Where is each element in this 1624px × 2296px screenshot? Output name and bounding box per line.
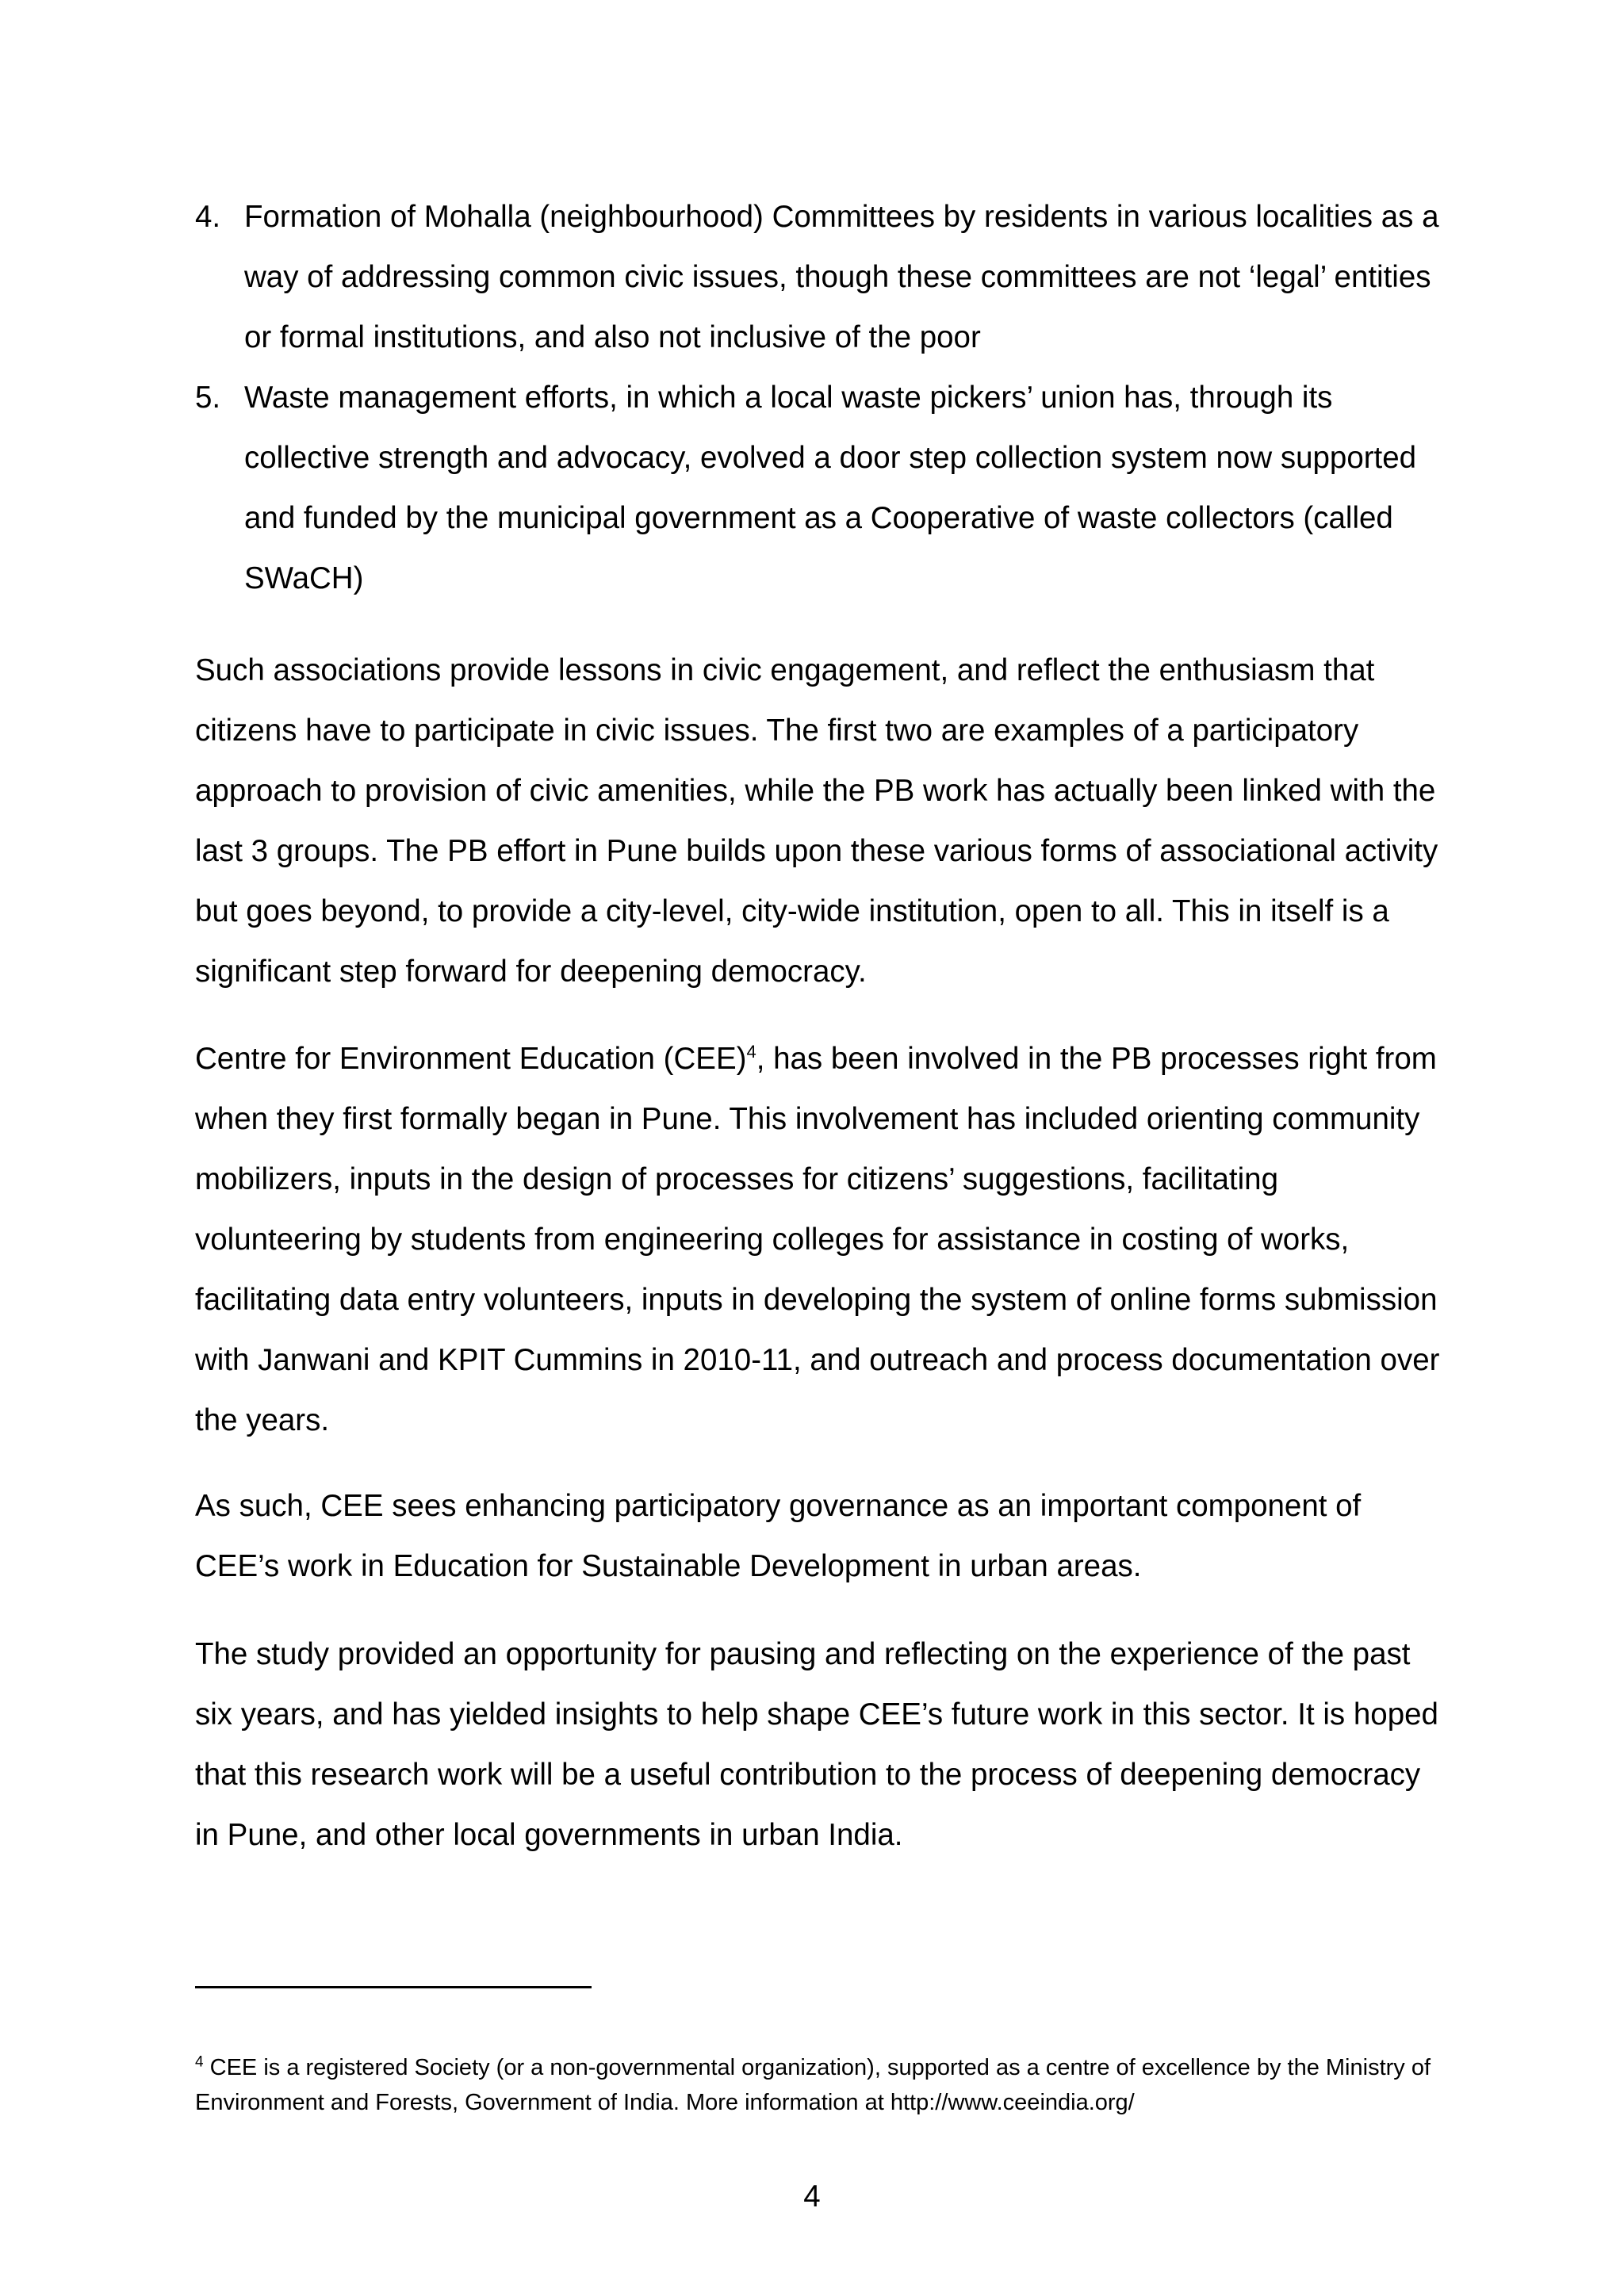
list-item-text: Formation of Mohalla (neighbourhood) Committees by residents in various localities as a way of addressing common civic issues, though these committees are not ‘legal’ entities or formal institutions, and also not inclusive of the poor	[244, 200, 1439, 354]
paragraph-as-such: As such, CEE sees enhancing participatory governance as an important component of CEE’s work in Education for Sustainable Development in urban areas.	[195, 1489, 1362, 1583]
paragraph-study: The study provided an opportunity for pausing and reflecting on the experience of the past six years, and has yielded insights to help shape CEE’s future work in this sector. It is hoped that this research work will be a useful contribution to the process of deepening democracy in Pune, and other local governments in urban India.	[195, 1637, 1438, 1852]
paragraph-cee-involvement	[195, 1029, 1440, 1451]
paragraph-associations: Such associations provide lessons in civic engagement, and reflect the enthusiasm that citizens have to participate in civic issues. The first two are examples of a participatory approach to provision of civic amenities, while the PB work has actually been linked with the last 3 groups. The PB effort in Pune builds upon these various forms of associational activity but goes beyond, to provide a city-level, city-wide institution, open to all. This in itself is a significant step forward for deepening democracy.	[195, 653, 1438, 989]
page-number: 4	[803, 2179, 821, 2214]
cee-intro-text: Centre for Environment Education (CEE)	[195, 1042, 747, 1076]
list-item	[195, 187, 1440, 368]
footnote-marker: 4	[195, 2053, 204, 2071]
footnote	[195, 2050, 1440, 2120]
list-item	[195, 368, 1440, 609]
footnote-reference[interactable]: 4	[746, 1042, 756, 1062]
numbered-list	[195, 187, 1440, 609]
list-item-number: 4.	[195, 200, 221, 234]
list-item-number: 5.	[195, 381, 221, 415]
list-item-text: Waste management efforts, in which a local waste pickers’ union has, through its collective strength and advocacy, evolved a door step collection system now supported and funded by the municipal government as a Cooperative of waste collectors (called SWaCH)	[244, 381, 1417, 595]
cee-involvement-text: , has been involved in the PB processes right from when they first formally began in Pune. This involvement has included orienting community mobilizers, inputs in the design of processes for citizens’ suggestions, facilitating volunteering by students from engineering colleges for assistance in costing of works, facilitating data entry volunteers, inputs in developing the system of online forms submission with Janwani and KPIT Cummins in 2010-11, and outreach and process documentation over the years.	[195, 1042, 1440, 1437]
footnote-text: CEE is a registered Society (or a non-governmental organization), supported as a centre of excellence by the Ministry of Environment and Forests, Government of India. More information at http://www.ceeindia.org/	[195, 2055, 1431, 2115]
footnote-separator	[195, 1986, 592, 1988]
